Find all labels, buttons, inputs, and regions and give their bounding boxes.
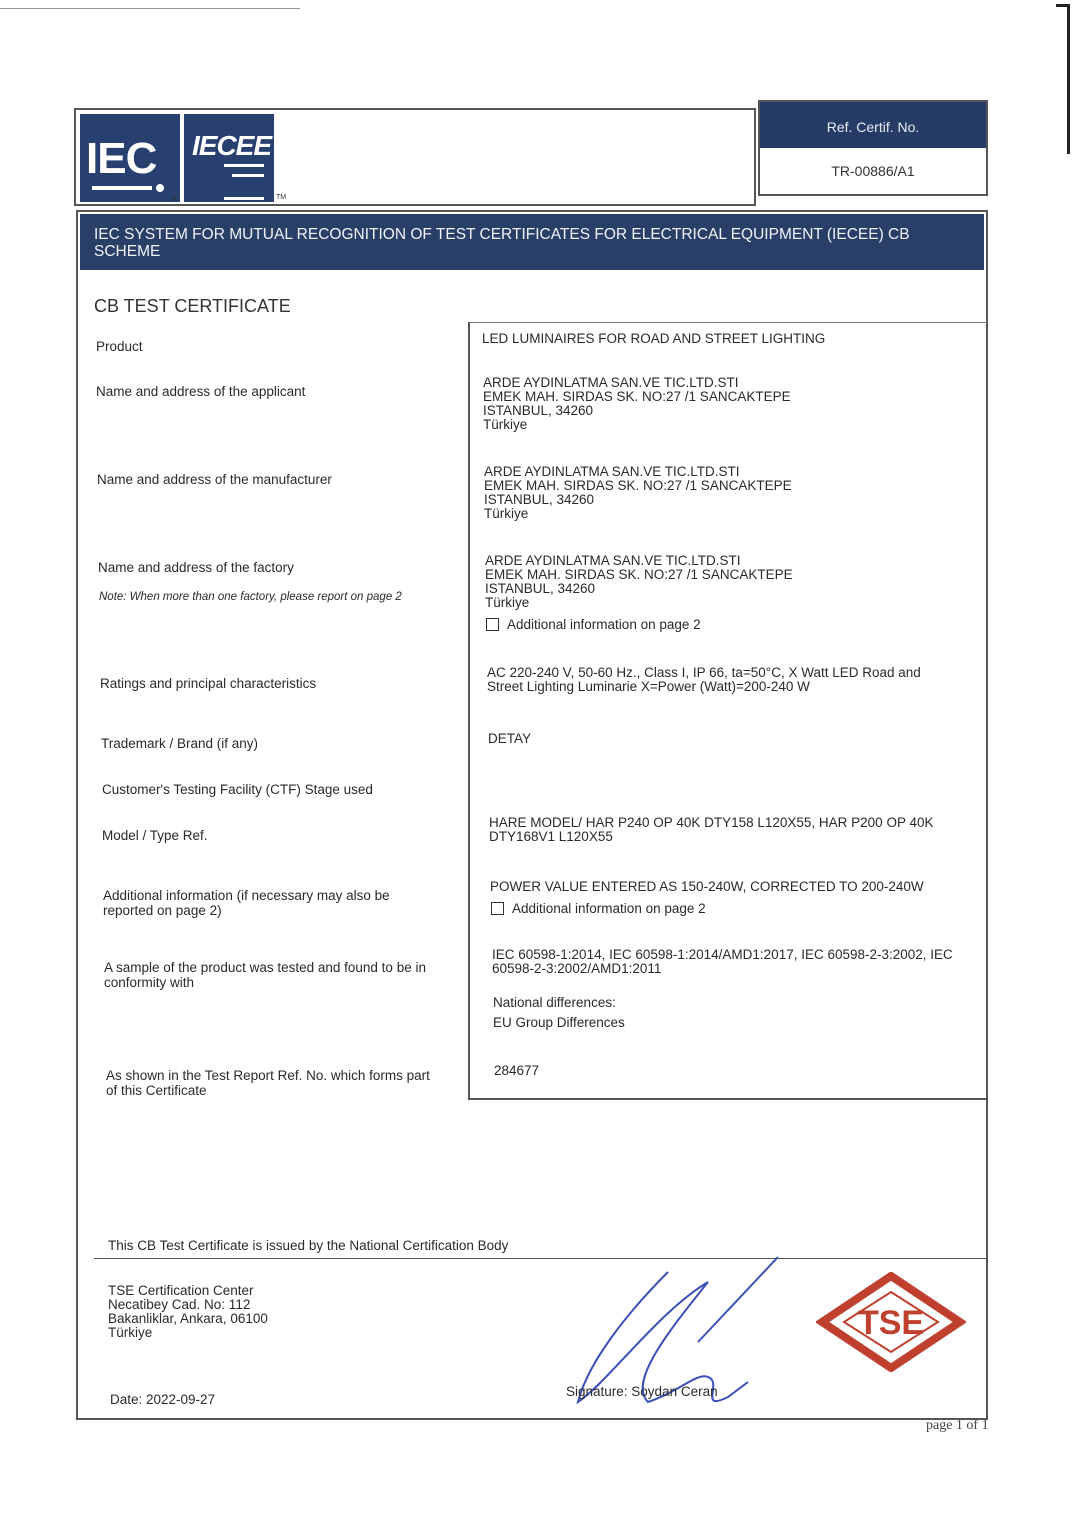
signature-line: Signature: Soydan Ceran xyxy=(566,1384,718,1399)
value-manufacturer: ARDE AYDINLATMA SAN.VE TIC.LTD.STI EMEK MAH. SIRDAS SK. NO:27 /1 SANCAKTEPE ISTANBUL, 34260 Türkiye xyxy=(484,464,792,521)
label-ratings: Ratings and principal characteristics xyxy=(100,676,317,691)
issuer-address: TSE Certification Center Necatibey Cad. No: 112 Bakanliklar, Ankara, 06100 Türkiye xyxy=(108,1283,268,1340)
issue-date: Date: 2022-09-27 xyxy=(110,1392,216,1407)
svg-text:TSE: TSE xyxy=(857,1304,925,1342)
issued-by-statement: This CB Test Certificate is issued by the National Certification Body xyxy=(108,1238,509,1253)
reference-certificate-box xyxy=(758,100,988,196)
national-differences-label: National differences: xyxy=(493,995,616,1010)
registered-mark-icon: ® xyxy=(172,194,178,203)
scheme-banner: IEC SYSTEM FOR MUTUAL RECOGNITION OF TEST CERTIFICATES FOR ELECTRICAL EQUIPMENT (IECEE) CB SCHEME xyxy=(80,214,984,270)
label-factory: Name and address of the factory xyxy=(98,560,294,575)
label-ctf: Customer's Testing Facility (CTF) Stage used xyxy=(102,782,373,797)
value-model: HARE MODEL/ HAR P240 OP 40K DTY158 L120X55, HAR P200 OP 40K DTY168V1 L120X55 xyxy=(489,815,934,844)
certificate-body xyxy=(76,210,988,1420)
iec-logo-text: IEC xyxy=(86,134,157,183)
ref-value: TR-00886/A1 xyxy=(831,163,915,179)
value-conformity: IEC 60598-1:2014, IEC 60598-1:2014/AMD1:2017, IEC 60598-2-3:2002, IEC 60598-2-3:2002/AMD1:2011 xyxy=(492,947,953,976)
checkbox-icon xyxy=(491,902,504,915)
values-panel xyxy=(468,322,988,1100)
label-trademark: Trademark / Brand (if any) xyxy=(101,736,259,751)
additional-info-checkbox: Additional information on page 2 xyxy=(491,902,706,916)
label-model: Model / Type Ref. xyxy=(102,828,208,843)
divider xyxy=(94,1258,986,1259)
iecee-logo xyxy=(184,114,274,202)
value-trademark: DETAY xyxy=(488,731,532,746)
label-product: Product xyxy=(96,339,143,354)
checkbox-icon xyxy=(486,618,499,631)
value-report: 284677 xyxy=(494,1063,540,1078)
factory-note: Note: When more than one factory, please report on page 2 xyxy=(99,591,402,603)
label-additional: Additional information (if necessary may also be reported on page 2) xyxy=(103,888,390,918)
tse-seal-logo xyxy=(816,1272,966,1372)
scan-artifact-edge xyxy=(1067,4,1070,154)
page-number: page 1 of 1 xyxy=(926,1418,989,1433)
iecee-logo-text: IECEE xyxy=(192,130,272,161)
scan-artifact-top xyxy=(0,8,300,9)
label-applicant: Name and address of the applicant xyxy=(96,384,306,399)
scan-artifact-edge-top xyxy=(1056,4,1070,7)
national-differences-value: EU Group Differences xyxy=(493,1015,625,1030)
certificate-title: CB TEST CERTIFICATE xyxy=(94,296,291,316)
label-conformity: A sample of the product was tested and found to be in conformity with xyxy=(104,960,426,990)
value-additional: POWER VALUE ENTERED AS 150-240W, CORRECTED TO 200-240W xyxy=(490,879,924,894)
ref-label: Ref. Certif. No. xyxy=(760,102,986,148)
value-factory: ARDE AYDINLATMA SAN.VE TIC.LTD.STI EMEK MAH. SIRDAS SK. NO:27 /1 SANCAKTEPE ISTANBUL, 34260 Türkiye xyxy=(485,553,793,610)
trademark-mark-icon: TM xyxy=(276,194,287,201)
iec-logo xyxy=(80,114,180,202)
value-applicant: ARDE AYDINLATMA SAN.VE TIC.LTD.STI EMEK MAH. SIRDAS SK. NO:27 /1 SANCAKTEPE ISTANBUL, 34260 Türkiye xyxy=(483,375,791,432)
logo-header xyxy=(74,108,756,206)
label-manufacturer: Name and address of the manufacturer xyxy=(97,472,332,487)
factory-additional-info: Additional information on page 2 xyxy=(486,618,701,632)
value-product: LED LUMINAIRES FOR ROAD AND STREET LIGHTING xyxy=(482,331,826,346)
label-report: As shown in the Test Report Ref. No. which forms part of this Certificate xyxy=(106,1068,430,1098)
value-ratings: AC 220-240 V, 50-60 Hz., Class I, IP 66, ta=50°C, X Watt LED Road and Street Lighting Luminarie X=Power (Watt)=200-240 W xyxy=(487,665,921,694)
